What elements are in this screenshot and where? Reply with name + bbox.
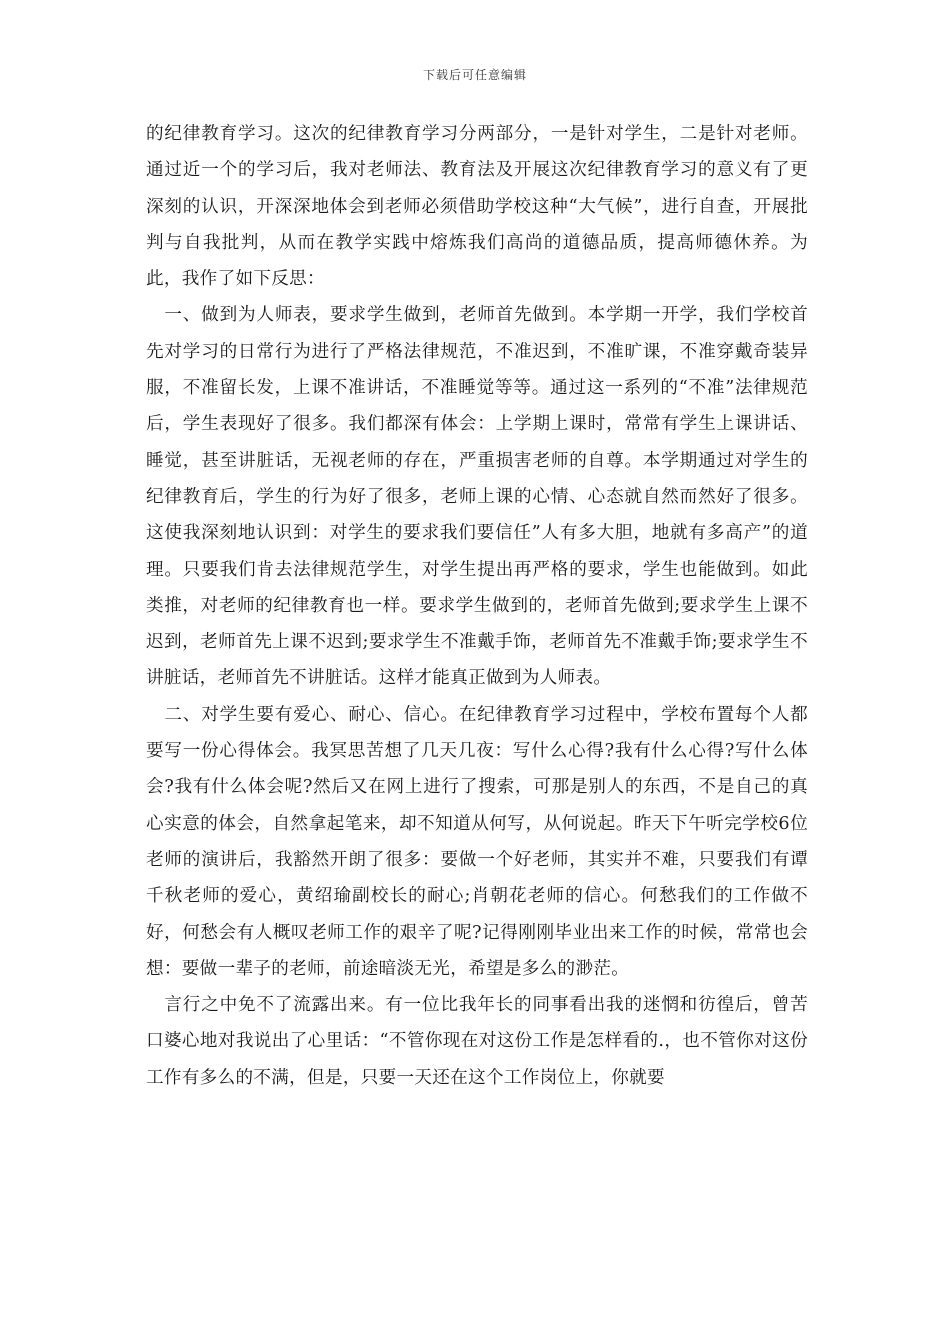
paragraph-section-two: 二、对学生要有爱心、耐心、信心。在纪律教育学习过程中，学校布置每个人都要写一份心得体会。我冥思苦想了几天几夜：写什么心得?我有什么心得?写什么体会?我有什么体会呢?然后又在网上进行了搜索，可那是别人的东西，不是自己的真心实意的体会，自然拿起笔来，却不知道从何写，从何说起。昨天下午听完学校6位老师的演讲后，我豁然开朗了很多：要做一个好老师，其实并不难，只要我们有谭千秋老师的爱心，黄绍瑜副校长的耐心;肖朝花老师的信心。何愁我们的工作做不好，何愁会有人概叹老师工作的艰辛了呢?记得刚刚毕业出来工作的时候，常常也会想：要做一辈子的老师，前途暗淡无光，希望是多么的渺茫。	[146, 704, 808, 979]
page-header: 下载后可任意编辑	[422, 68, 527, 82]
paragraph-section-one: 一、做到为人师表，要求学生做到，老师首先做到。本学期一开学，我们学校首先对学习的日常行为进行了严格法律规范，不准迟到，不准旷课，不准穿戴奇装异服，不准留长发，上课不准讲话，不准睡觉等等。通过这一系列的“不准”法律规范后，学生表现好了很多。我们都深有体会：上学期上课时，常常有学生上课讲话、睡觉，甚至讲脏话，无视老师的存在，严重损害老师的自尊。本学期通过对学生的纪律教育后，学生的行为好了很多，老师上课的心情、心态就自然而然好了很多。这使我深刻地认识到：对学生的要求我们要信任”人有多大胆，地就有多高产”的道理。只要我们肯去法律规范学生，对学生提出再严格的要求，学生也能做到。如此类推，对老师的纪律教育也一样。要求学生做到的，老师首先做到;要求学生上课不迟到，老师首先上课不迟到;要求学生不准戴手饰，老师首先不准戴手饰;要求学生不讲脏话，老师首先不讲脏话。这样才能真正做到为人师表。	[146, 305, 808, 689]
document-body	[146, 116, 808, 1096]
paragraph-intro: 的纪律教育学习。这次的纪律教育学习分两部分，一是针对学生，二是针对老师。通过近一个的学习后，我对老师法、教育法及开展这次纪律教育学习的意义有了更深刻的认识，开深深地体会到老师必须借助学校这种“大气候”，进行自查，开展批判与自我批判，从而在教学实践中熔炼我们高尚的道德品质，提高师德休养。为此，我作了如下反思：	[146, 124, 808, 290]
paragraph-continuation: 言行之中免不了流露出来。有一位比我年长的同事看出我的迷惘和彷徨后，曾苦口婆心地对我说出了心里话：“不管你现在对这份工作是怎样看的.，也不管你对这份工作有多么的不满，但是，只要一天还在这个工作岗位上，你就要	[146, 995, 808, 1088]
